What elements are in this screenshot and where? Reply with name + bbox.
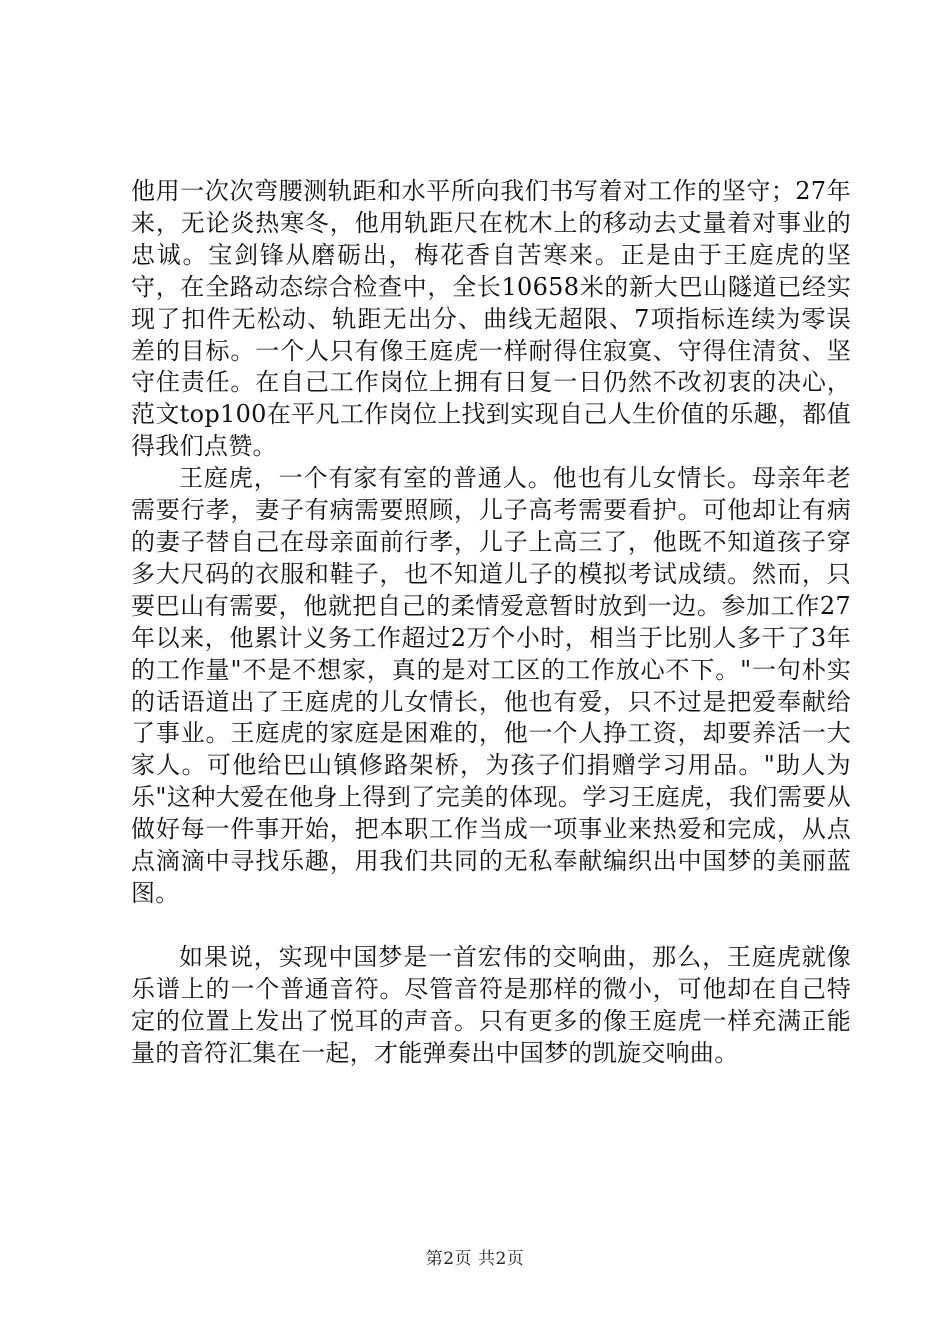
page-number-footer: 第2页 共2页 <box>425 1249 525 1269</box>
paragraph-3: 如果说，实现中国梦是一首宏伟的交响曲，那么，王庭虎就像乐谱上的一个普通音符。尽管音符是那样的微小，可他却在自己特定的位置上发出了悦耳的声音。只有更多的像王庭虎一样充满正能量的音符汇集在一起，才能弹奏出中国梦的凯旋交响曲。 <box>131 942 851 1067</box>
document-body <box>131 176 851 1069</box>
paragraph-2: 王庭虎，一个有家有室的普通人。他也有儿女情长。母亲年老需要行孝，妻子有病需要照顾，儿子高考需要看护。可他却让有病的妻子替自己在母亲面前行孝，儿子上高三了，他既不知道孩子穿多大尺码的衣服和鞋子，也不知道儿子的模拟考试成绩。然而，只要巴山有需要，他就把自己的柔情爱意暂时放到一边。参加工作27年以来，他累计义务工作超过2万个小时，相当于比别人多干了3年的工作量"不是不想家，真的是对工区的工作放心不下。"一句朴实的话语道出了王庭虎的儿女情长，他也有爱，只不过是把爱奉献给了事业。王庭虎的家庭是困难的，他一个人挣工资，却要养活一大家人。可他给巴山镇修路架桥，为孩子们捐赠学习用品。"助人为乐"这种大爱在他身上得到了完美的体现。学习王庭虎，我们需要从做好每一件事开始，把本职工作当成一项事业来热爱和完成，从点点滴滴中寻找乐趣，用我们共同的无私奉献编织出中国梦的美丽蓝图。 <box>131 464 851 907</box>
paragraph-1: 他用一次次弯腰测轨距和水平所向我们书写着对工作的坚守；27年来，无论炎热寒冬，他用轨距尺在枕木上的移动去丈量着对事业的忠诚。宝剑锋从磨砺出，梅花香自苦寒来。正是由于王庭虎的坚守，在全路动态综合检查中，全长10658米的新大巴山隧道已经实现了扣件无松动、轨距无出分、曲线无超限、7项指标连续为零误差的目标。一个人只有像王庭虎一样耐得住寂寞、守得住清贫、坚守住责任。在自己工作岗位上拥有日复一日仍然不改初衷的决心，范文top100在平凡工作岗位上找到实现自己人生价值的乐趣，都值得我们点赞。 <box>131 177 851 461</box>
